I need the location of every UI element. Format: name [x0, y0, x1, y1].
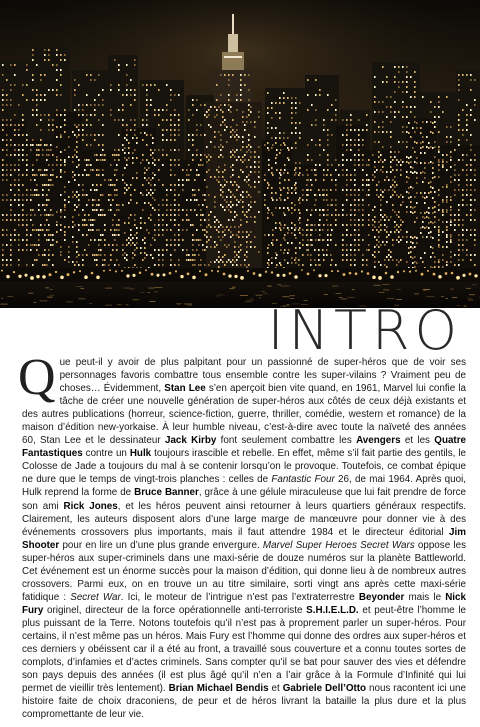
text-run: ue peut-il y avoir de plus palpitant pour un passionné de super-héros que de voir ses personnages favoris combattre tous ensemble contre les super-vilains ? Vraiment peu de choses… Évidemment, — [59, 357, 466, 395]
bold-name: Hulk — [129, 448, 152, 460]
bold-name: Bruce Banner — [134, 487, 199, 499]
text-run: et peut-être l’homme le plus puissant de la Terre. Notons toutefois qu’il n’est pas à proprement parler un super-héros. Pour certains, il n’est même pas un héros. Mais Fury est l’homme qui donne des ordres aux super-héros et ces derniers y obéissent car il a été au front, a travaillé sous couverture et a connu toutes sortes de complots, d’infamies et d’actes criminels. Sans compter qu’il se bat pour sauver des vies et défendre son pays depuis des années (il est plus âgé qu’il n’en a l’air grâce à la Formule d’Infinité qui lui permet de vieillir très lentement). — [22, 604, 466, 695]
text-run: originel, directeur de la force opérationnelle anti-terroriste — [43, 604, 307, 616]
bold-name: Nick Fury — [22, 591, 466, 616]
bold-name: S.H.I.E.L.D. — [306, 604, 359, 616]
bold-name: Stan Lee — [164, 383, 206, 395]
text-run: 26, de mai 1964. Après quoi, Hulk reprend la forme de — [22, 474, 467, 499]
article-body — [22, 357, 466, 720]
text-run: oppose les super-héros aux super-criminels dans une maxi-série de douze numéros sur la planète Battleworld. Cet événement est un énorme succès pour la maison d’édition, qui donne lieu à de nombreux autres crossovers. Parmi eux, on en trouve un au titre similaire, sorti vingt ans après cette maxi-série fatidique : — [22, 539, 466, 603]
intro-article — [18, 349, 467, 721]
text-run: toujours irascible et rebelle. En effet, même s’il fait partie des gentils, le Colosse de Jade a toujours du mal à se contenir lorsqu’on le provoque. Toutefois, ce combat épique ne dure que le temps de vingt-trois planches : celles de — [22, 448, 466, 486]
italic-title: Marvel Super Heroes Secret Wars — [262, 539, 415, 551]
text-run: et les — [400, 435, 435, 447]
text-run: mais le — [404, 591, 446, 603]
bold-name: Beyonder — [358, 591, 405, 603]
text-run: s’en aperçoit bien vite quand, en 1961, Marvel lui confie la tâche de créer une nouvelle génération de super-héros aux côtés de ceux déjà existants et des autres publications (horreur, science-fiction, guerre, thriller, comédie, western et romance) de la maison d’édition new-yorkaise. À leur humble niveau, c’est-à-dire avec toute la naïveté des années 60, Stan Lee et le dessinateur — [22, 383, 466, 447]
text-run: , grâce à une gélule miraculeuse que lui fait prendre de force son ami — [22, 487, 466, 512]
italic-title: Fantastic Four — [271, 474, 335, 486]
drop-cap: Q — [18, 349, 56, 406]
italic-title: Secret War — [70, 591, 121, 603]
text-run: . Ici, le moteur de l’intrigue n’est pas l’extraterrestre — [120, 591, 359, 603]
text-run: et — [268, 683, 283, 695]
text-run: , et les héros peuvent ainsi retourner à leurs quartiers généraux respectifs. Clairement, les auteurs disposent alors d’une large marge de manœuvre pour donner vie à des événements crossovers plus importants, mais il faut attendre 1984 et le directeur éditorial — [22, 500, 467, 538]
bold-name: Avengers — [356, 435, 401, 447]
bold-name: Jack Kirby — [164, 435, 217, 447]
text-run: nous racontent ici une histoire faite de choix draconiens, de peur et de héros livrant la bataille la plus dure et la plus compromettante de leur vie. — [22, 683, 466, 721]
bold-name: Quatre Fantastiques — [22, 435, 467, 460]
text-run: pour en lire un d’une plus grande envergure. — [59, 539, 263, 551]
city-skyline-photo — [0, 0, 480, 308]
bold-name: Rick Jones — [63, 500, 118, 512]
text-run: contre un — [82, 448, 130, 460]
page-title: INTRO — [267, 299, 462, 362]
bold-name: Gabriele Dell’Otto — [282, 683, 367, 695]
bold-name: Jim Shooter — [22, 526, 466, 551]
bold-name: Brian Michael Bendis — [168, 683, 269, 695]
text-run: font seulement combattre les — [216, 435, 357, 447]
